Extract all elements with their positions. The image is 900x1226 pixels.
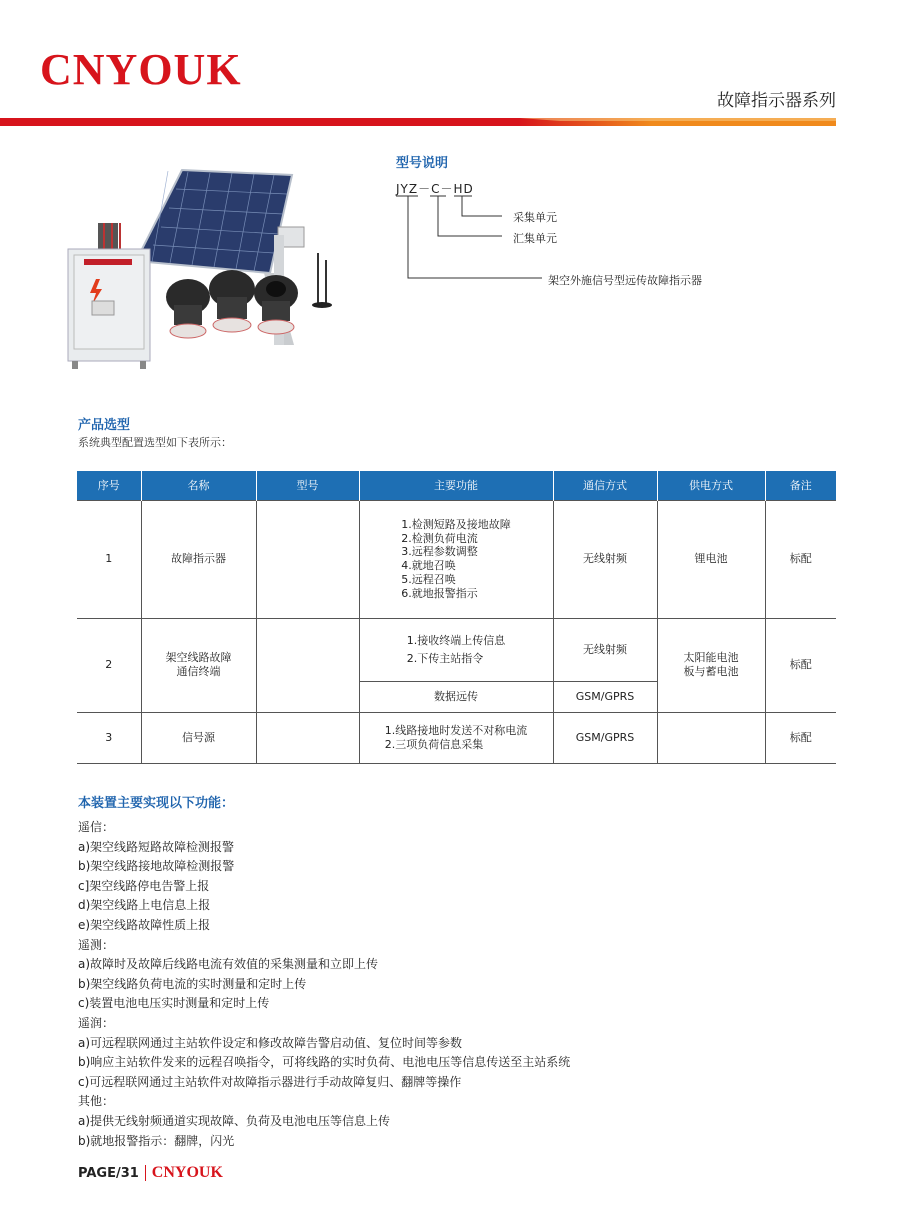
model-code: JYZ－C－HD bbox=[396, 182, 474, 196]
series-title: 故障指示器系列 bbox=[717, 91, 836, 111]
function-item: 1.线路接地时发送不对称电流 bbox=[384, 723, 528, 737]
cell-sub-function: 数据远传 bbox=[359, 681, 553, 712]
cell-functions bbox=[359, 500, 553, 618]
table-header-row bbox=[77, 471, 836, 500]
function-item: 5.远程召唤 bbox=[401, 572, 456, 586]
header-divider bbox=[0, 118, 836, 126]
power-line: 太阳能电池 bbox=[683, 651, 739, 665]
function-item: 1.检测短路及接地故障 bbox=[401, 517, 511, 531]
cell-note: 标配 bbox=[765, 618, 836, 712]
product-photo bbox=[64, 165, 334, 370]
feature-line: c)可远程联网通过主站软件对故障指示器进行手动故障复归、翻牌等操作 bbox=[78, 1074, 462, 1089]
feature-line: a)提供无线射频通道实现故障、负荷及电池电压等信息上传 bbox=[78, 1113, 391, 1128]
col-header-name: 名称 bbox=[141, 471, 256, 500]
feature-line: e)架空线路故障性质上报 bbox=[78, 917, 211, 932]
feature-line: b)架空线路接地故障检测报警 bbox=[78, 859, 235, 874]
feature-line: 其他： bbox=[78, 1094, 115, 1109]
name-line: 架空线路故障 bbox=[165, 651, 232, 665]
cell-name bbox=[141, 618, 256, 712]
cell-model bbox=[256, 500, 359, 618]
feature-line: a)故障时及故障后线路电流有效值的采集测量和立即上传 bbox=[78, 957, 379, 972]
model-label-type: 架空外施信号型远传故障指示器 bbox=[548, 274, 702, 287]
feature-line: b)响应主站软件发来的远程召唤指令，可将线路的实时负荷、电池电压等信息传送至主站系统 bbox=[78, 1055, 571, 1070]
brand-logo: CNYOUK bbox=[40, 45, 242, 94]
col-header-model: 型号 bbox=[256, 471, 359, 500]
function-item: 1.接收终端上传信息 bbox=[406, 633, 506, 647]
cabinet-icon bbox=[68, 223, 150, 369]
page-number: PAGE/31 bbox=[78, 1165, 139, 1181]
power-line: 板与蓄电池 bbox=[683, 665, 739, 678]
cell-comm: 无线射频 bbox=[553, 500, 657, 618]
table-row bbox=[77, 500, 836, 618]
cell-model bbox=[256, 712, 359, 763]
cell-no: 1 bbox=[77, 500, 141, 618]
col-header-power: 供电方式 bbox=[657, 471, 765, 500]
function-item: 6.就地报警指示 bbox=[401, 586, 478, 600]
sensor-icon bbox=[166, 270, 298, 338]
feature-line: c]架空线路停电告警上报 bbox=[78, 878, 210, 893]
function-item: 2.三项负荷信息采集 bbox=[384, 737, 484, 751]
spec-table bbox=[77, 471, 836, 764]
feature-line: d)架空线路上电信息上报 bbox=[78, 898, 211, 913]
cell-no: 2 bbox=[77, 618, 141, 712]
selection-title: 产品选型 bbox=[78, 418, 131, 433]
feature-line: b)就地报警指示：翻牌，闪光 bbox=[78, 1133, 235, 1148]
cell-note: 标配 bbox=[765, 712, 836, 763]
cell-functions bbox=[359, 712, 553, 763]
function-item: 2.检测负荷电流 bbox=[401, 531, 478, 545]
cell-power bbox=[657, 618, 765, 712]
feature-line: a)架空线路短路故障检测报警 bbox=[78, 839, 235, 854]
feature-line: b)架空线路负荷电流的实时测量和定时上传 bbox=[78, 976, 307, 991]
col-header-no: 序号 bbox=[77, 471, 141, 500]
cell-comm: GSM/GPRS bbox=[553, 712, 657, 763]
feature-line: a)可远程联网通过主站软件设定和修改故障告警启动值、复位时间等参数 bbox=[78, 1035, 463, 1050]
col-header-comm: 通信方式 bbox=[553, 471, 657, 500]
col-header-functions: 主要功能 bbox=[359, 471, 553, 500]
cell-power: 锂电池 bbox=[657, 500, 765, 618]
features-title: 本装置主要实现以下功能： bbox=[78, 796, 235, 811]
cell-no: 3 bbox=[77, 712, 141, 763]
name-line: 通信终端 bbox=[176, 665, 221, 678]
cell-sub-comm: GSM/GPRS bbox=[553, 681, 657, 712]
table-row bbox=[77, 712, 836, 763]
feature-line: 遥信： bbox=[78, 820, 115, 834]
feature-line: c)装置电池电压实时测量和定时上传 bbox=[78, 996, 270, 1011]
table-row bbox=[77, 618, 836, 681]
footer-brand: CNYOUK bbox=[151, 1164, 223, 1181]
cell-comm: 无线射频 bbox=[553, 618, 657, 681]
model-label-collector: 采集单元 bbox=[513, 211, 557, 224]
cell-model bbox=[256, 618, 359, 712]
col-header-note: 备注 bbox=[765, 471, 836, 500]
page-footer bbox=[78, 1164, 223, 1182]
cell-name: 信号源 bbox=[141, 712, 256, 763]
cell-functions bbox=[359, 618, 553, 681]
footer-separator bbox=[145, 1165, 146, 1181]
cell-name: 故障指示器 bbox=[141, 500, 256, 618]
model-label-aggregator: 汇集单元 bbox=[513, 232, 557, 245]
feature-line: 遥测： bbox=[78, 937, 115, 952]
model-title: 型号说明 bbox=[396, 156, 449, 171]
selection-description: 系统典型配置选型如下表所示： bbox=[78, 436, 232, 449]
function-item: 3.远程参数调整 bbox=[401, 545, 478, 559]
cell-power bbox=[657, 712, 765, 763]
function-item: 4.就地召唤 bbox=[401, 559, 456, 572]
function-item: 2.下传主站指令 bbox=[406, 651, 484, 665]
features-list bbox=[78, 818, 570, 1151]
feature-line: 遥润： bbox=[78, 1015, 115, 1030]
cell-note: 标配 bbox=[765, 500, 836, 618]
